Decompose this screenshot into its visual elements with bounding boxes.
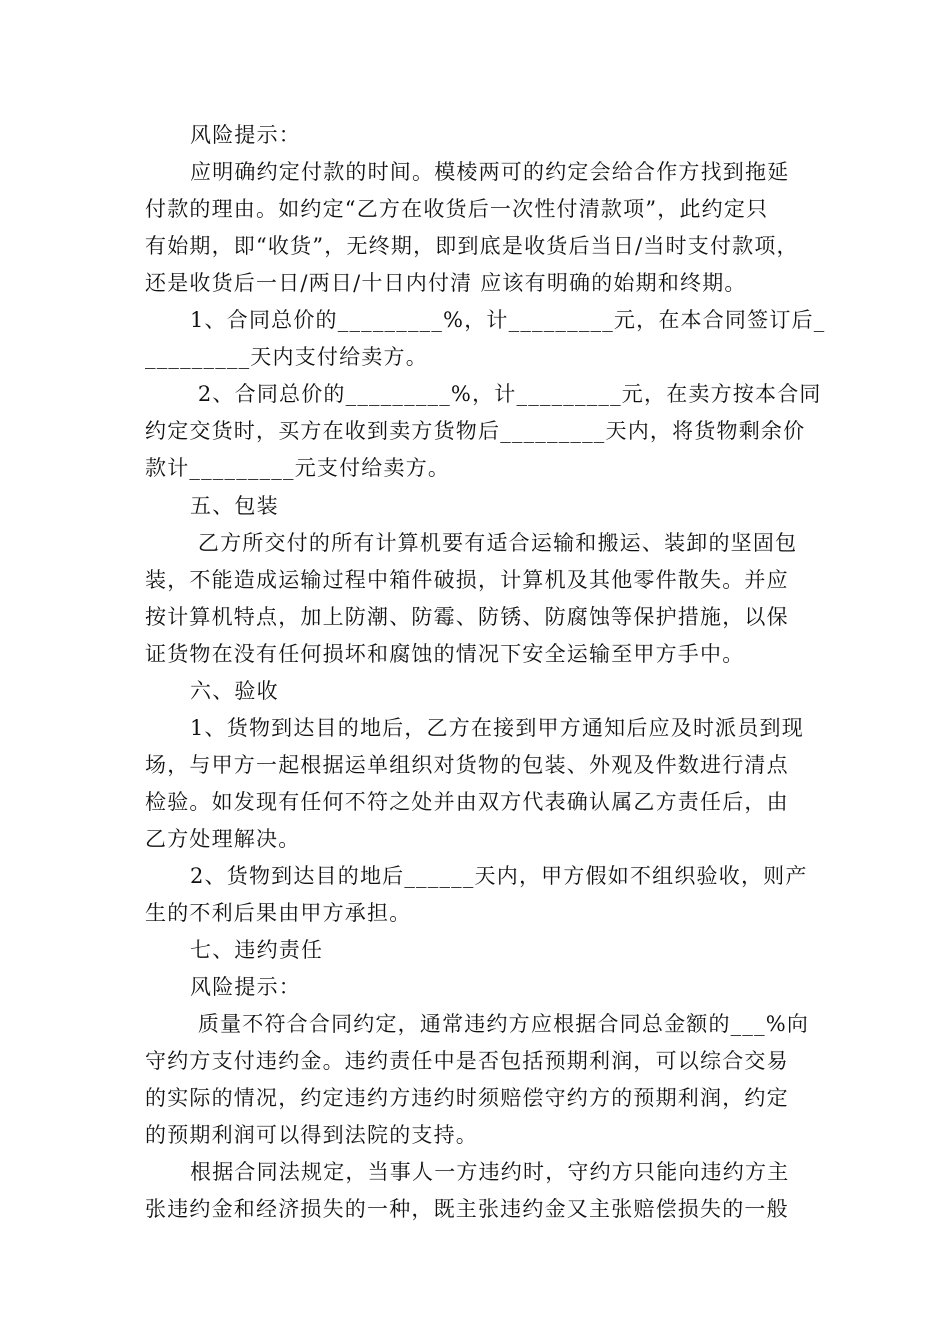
text-line: 的实际的情况，约定违约方违约时须赔偿守约方的预期利润，约定 [145,1086,789,1110]
text-line: 款计_________元支付给卖方。 [145,456,451,480]
text-line: 生的不利后果由甲方承担。 [145,901,412,925]
text-line: 约定交货时，买方在收到卖方货物后_________天内，将货物剩余价 [145,419,806,443]
text-line: 场，与甲方一起根据运单组织对货物的包装、外观及件数进行清点 [145,753,789,777]
text-line: 2、货物到达目的地后______天内，甲方假如不组织验收，则产 [190,864,808,888]
text-line: 乙方处理解决。 [145,827,301,851]
text-line: 守约方支付违约金。违约责任中是否包括预期利润，可以综合交易 [145,1049,789,1073]
text-line: 根据合同法规定，当事人一方违约时，守约方只能向违约方主 [190,1160,790,1184]
text-line: 张违约金和经济损失的一种，既主张违约金又主张赔偿损失的一般 [145,1197,789,1221]
section-heading-packaging: 五、包装 [190,494,279,518]
text-line: 还是收货后一日/两日/十日内付清 应该有明确的始期和终期。 [145,271,747,295]
text-line: 的预期利润可以得到法院的支持。 [145,1123,478,1147]
text-line: 按计算机特点，加上防潮、防霉、防锈、防腐蚀等保护措施，以保 [145,605,789,629]
text-line: 有始期，即“收货”，无终期，即到底是收货后当日/当时支付款项， [145,234,799,258]
text-line: 2、合同总价的_________%，计_________元，在卖方按本合同 [190,382,822,406]
text-line: 装，不能造成运输过程中箱件破损，计算机及其他零件散失。并应 [145,568,789,592]
text-line: 应明确约定付款的时间。模棱两可的约定会给合作方找到拖延 [190,160,790,184]
text-line: _________天内支付给卖方。 [145,345,428,369]
text-line: 质量不符合合同约定，通常违约方应根据合同总金额的___%向 [190,1012,810,1036]
text-line-risk-tip-2: 风险提示： [190,975,301,999]
text-line: 1、货物到达目的地后，乙方在接到甲方通知后应及时派员到现 [190,716,804,740]
text-line: 乙方所交付的所有计算机要有适合运输和搬运、装卸的坚固包 [190,531,798,555]
text-line: 1、合同总价的_________%，计_________元，在本合同签订后_ [190,308,826,332]
section-heading-liability: 七、违约责任 [190,938,324,962]
text-line: 付款的理由。如约定“乙方在收货后一次性付清款项”，此约定只 [145,197,769,221]
text-line: 证货物在没有任何损坏和腐蚀的情况下安全运输至甲方手中。 [145,642,745,666]
section-heading-acceptance: 六、验收 [190,679,279,703]
text-line: 检验。如发现有任何不符之处并由双方代表确认属乙方责任后，由 [145,790,789,814]
text-line-risk-tip-1: 风险提示： [190,123,301,147]
